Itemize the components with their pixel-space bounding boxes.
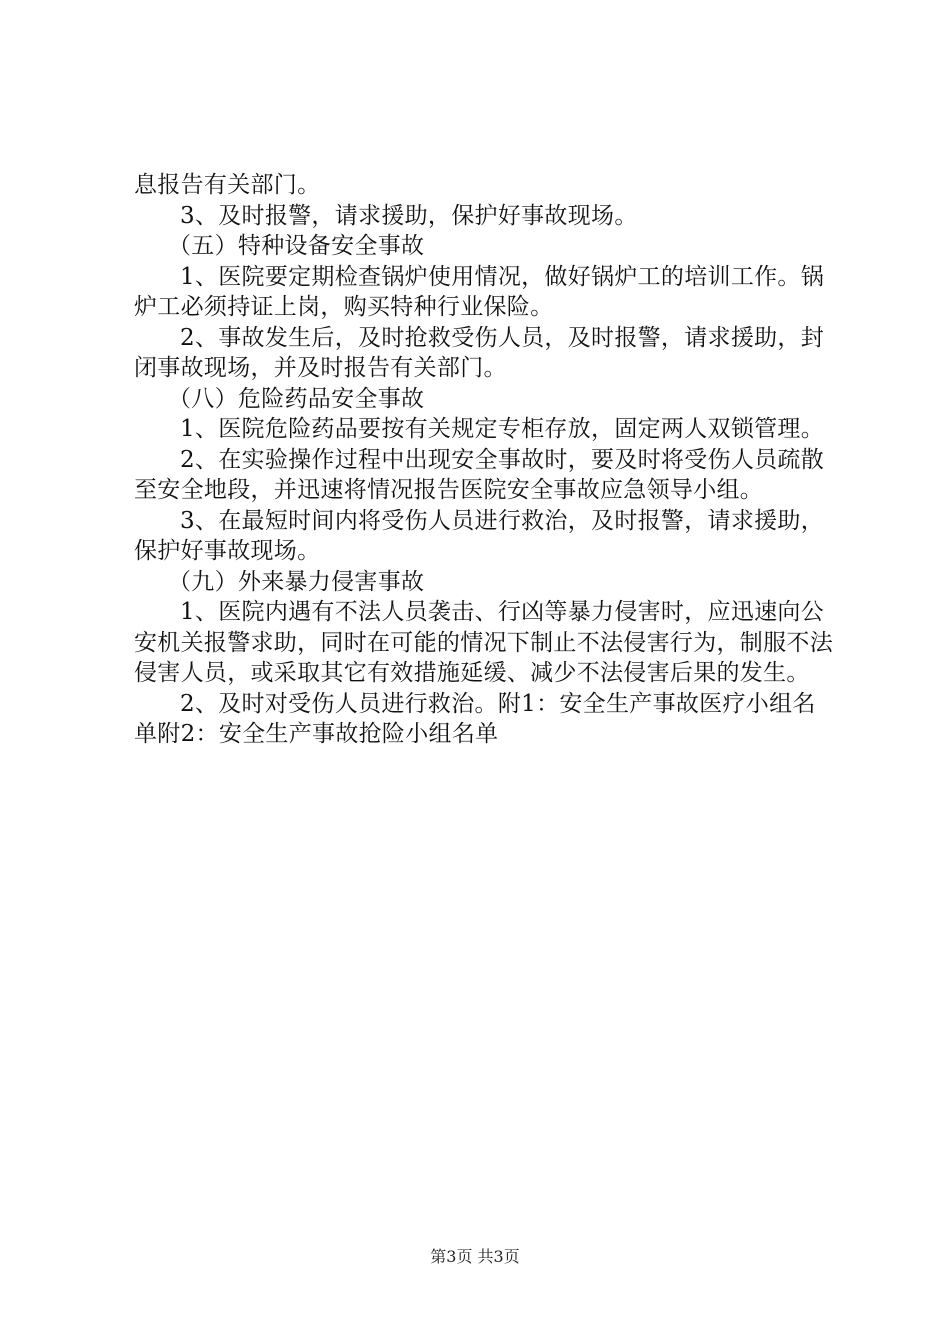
document-body xyxy=(134,170,834,750)
section-heading: （八）危险药品安全事故 xyxy=(168,385,425,412)
paragraph-item: 1、医院危险药品要按有关规定专柜存放，固定两人双锁管理。 xyxy=(180,416,825,442)
paragraph-item: 3、在最短时间内将受伤人员进行救治，及时报警，请求援助，保护好事故现场。 xyxy=(134,507,825,564)
paragraph-item: 1、医院要定期检查锅炉使用情况，做好锅炉工的培训工作。锅炉工必须持证上岗，购买特种行业保险。 xyxy=(134,263,825,320)
paragraph-item: 2、事故发生后，及时抢救受伤人员，及时报警，请求援助，封闭事故现场，并及时报告有关部门。 xyxy=(134,324,825,381)
paragraph-continuation: 息报告有关部门。 xyxy=(134,172,321,198)
paragraph-item: 1、医院内遇有不法人员袭击、行凶等暴力侵害时，应迅速向公安机关报警求助，同时在可能的情况下制止不法侵害行为，制服不法侵害人员，或采取其它有效措施延缓、减少不法侵害后果的发生。 xyxy=(134,599,833,686)
paragraph-item: 3、及时报警，请求援助，保护好事故现场。 xyxy=(180,202,638,229)
paragraph-item: 2、及时对受伤人员进行救治。附1：安全生产事故医疗小组名单附2：安全生产事故抢险小组名单 xyxy=(134,690,816,747)
section-heading: （九）外来暴力侵害事故 xyxy=(168,568,425,595)
paragraph-item: 2、在实验操作过程中出现安全事故时，要及时将受伤人员疏散至安全地段，并迅速将情况报告医院安全事故应急领导小组。 xyxy=(134,446,825,503)
section-heading: （五）特种设备安全事故 xyxy=(168,233,425,259)
page-footer: 第3页 共3页 xyxy=(430,1247,520,1266)
